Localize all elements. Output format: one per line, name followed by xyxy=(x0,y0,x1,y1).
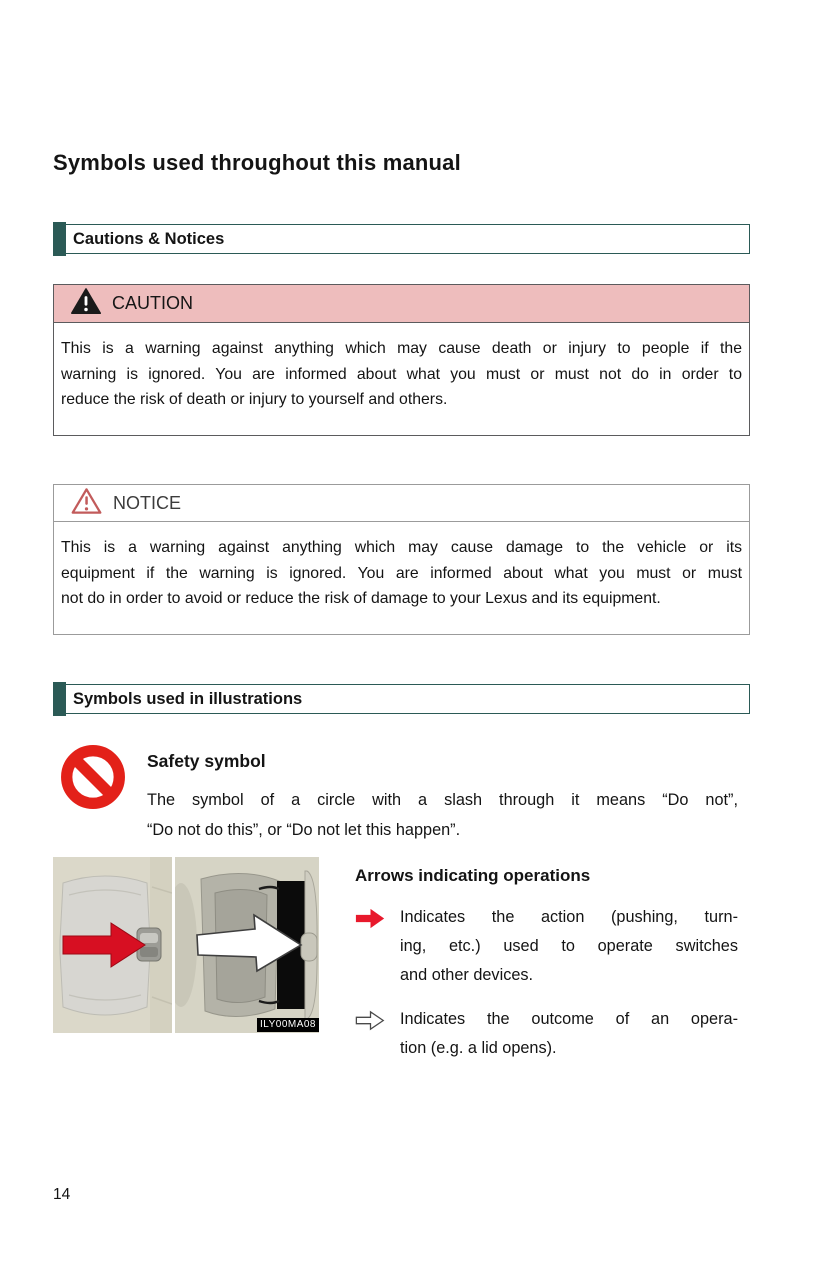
caution-body-line: This is a warning against anything which may cause death or injury to people if the xyxy=(61,340,742,357)
notice-body-line: not do in order to avoid or reduce the risk of damage to your Lexus and its equipment. xyxy=(61,590,661,607)
section-accent-bar xyxy=(53,222,66,256)
section-heading-label: Cautions & Notices xyxy=(73,229,225,248)
notice-label: NOTICE xyxy=(113,492,182,513)
notice-box xyxy=(53,484,750,635)
illustration-console-open xyxy=(175,857,319,1033)
arrow-item-outcome xyxy=(355,1005,738,1063)
notice-box-header xyxy=(54,485,749,522)
caution-box xyxy=(53,284,750,436)
section-header-symbols-illustrations xyxy=(53,684,750,714)
notice-body xyxy=(54,522,749,634)
page-title: Symbols used throughout this manual xyxy=(53,150,461,175)
caution-box-header xyxy=(54,285,749,323)
safety-symbol-line: The symbol of a circle with a slash through it means “Do not”, xyxy=(147,791,738,809)
safety-symbol-line: “Do not do this”, or “Do not let this happen”. xyxy=(147,821,461,839)
safety-symbol-block xyxy=(147,751,738,845)
caution-body-line: reduce the risk of death or injury to yourself and others. xyxy=(61,391,448,408)
section-heading-label: Symbols used in illustrations xyxy=(73,689,303,708)
page-number: 14 xyxy=(53,1186,71,1203)
arrow-item-line: tion (e.g. a lid opens). xyxy=(400,1039,557,1057)
illustration-code-label: ILY00MA08 xyxy=(257,1018,319,1032)
section-accent-bar xyxy=(53,682,66,716)
arrows-heading: Arrows indicating operations xyxy=(355,866,591,885)
arrow-item-line: Indicates the outcome of an opera- xyxy=(400,1010,738,1028)
arrow-item-line: Indicates the action (pushing, turn- xyxy=(400,908,738,926)
safety-symbol-heading: Safety symbol xyxy=(147,751,266,771)
caution-body xyxy=(54,323,749,435)
notice-body-line: This is a warning against anything which may cause damage to the vehicle or its xyxy=(61,539,742,556)
section-header-cautions-notices xyxy=(53,224,750,254)
illustration-console-closed xyxy=(53,857,172,1033)
solid-red-arrow-icon xyxy=(355,907,386,935)
notice-triangle-icon xyxy=(71,487,102,520)
arrow-item-line: and other devices. xyxy=(400,966,534,984)
arrow-item-line: ing, etc.) used to operate switches xyxy=(400,937,738,955)
arrow-item-action xyxy=(355,903,738,990)
prohibition-circle-slash-icon xyxy=(60,744,128,812)
notice-body-line: equipment if the warning is ignored. You are informed about what you must or must xyxy=(61,564,742,582)
caution-triangle-icon xyxy=(71,288,101,320)
caution-label: CAUTION xyxy=(112,293,193,313)
open-white-arrow-icon xyxy=(355,1009,386,1037)
arrows-indicating-operations xyxy=(355,866,738,1078)
caution-body-line: warning is ignored. You are informed about what you must or must not do in order to xyxy=(61,365,742,383)
